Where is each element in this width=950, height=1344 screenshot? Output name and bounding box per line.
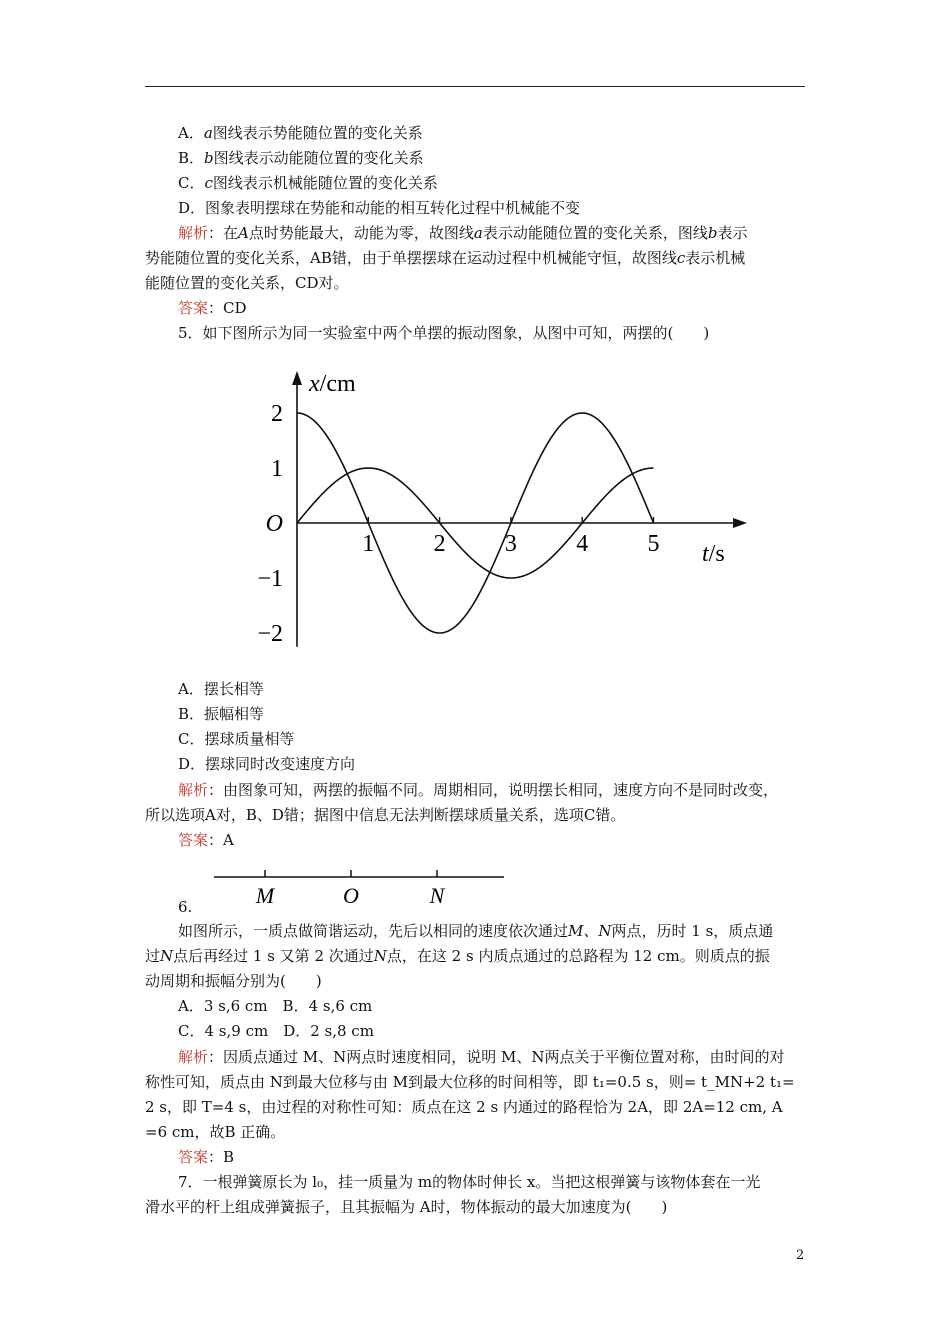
q4-analysis-line3: 能随位置的变化关系，CD对。 [145, 274, 349, 292]
y-axis-label: x/cm [309, 371, 356, 397]
q6-analysis-line2: 称性可知，质点由 N到最大位移与由 M到最大位移的时间相等，即 t₁=0.5 s，则= t_MN+2 t₁= [145, 1073, 795, 1091]
q6-analysis-line1: 解析：因质点通过 M、N两点时速度相同，说明 M、N两点关于平衡位置对称，由时间的对 [178, 1048, 785, 1066]
q4-option-a: A．a图线表示势能随位置的变化关系 [178, 124, 423, 142]
q5-stem: 5．如下图所示为同一实验室中两个单摆的振动图象，从图中可知，两摆的( ) [178, 324, 710, 342]
y-tick-label: 2 [271, 401, 283, 427]
q5-option-c: C．摆球质量相等 [178, 730, 295, 748]
q4-option-c: C．c图线表示机械能随位置的变化关系 [178, 174, 438, 192]
x-tick-label: 5 [647, 531, 660, 557]
q4-answer: 答案：CD [178, 299, 247, 317]
chart-labels [257, 371, 724, 647]
q6-analysis-line4: =6 cm，故B 正确。 [145, 1123, 286, 1141]
point-m-label: M [255, 883, 275, 908]
point-n-label: N [429, 883, 445, 908]
q4-option-b: B．b图线表示动能随位置的变化关系 [178, 149, 424, 167]
q5-analysis-line1: 解析：由图象可知，两摆的振幅不同。周期相同，说明摆长相同，速度方向不是同时改变， [178, 781, 779, 799]
q6-answer: 答案：B [178, 1148, 235, 1166]
q5-option-d: D．摆球同时改变速度方向 [178, 755, 356, 773]
x-tick-label: 2 [433, 531, 446, 557]
q6-number: 6. [178, 898, 193, 916]
q5-answer: 答案：A [178, 831, 234, 849]
x-axis-arrow [733, 518, 747, 528]
point-o-label: O [343, 883, 359, 908]
origin-label: O [265, 511, 283, 537]
q7-stem-line2: 滑水平的杆上组成弹簧振子，且其振幅为 A时，物体振动的最大加速度为( ) [145, 1198, 668, 1216]
header-rule [145, 86, 805, 87]
q4-option-d: D．图象表明摆球在势能和动能的相互转化过程中机械能不变 [178, 199, 581, 217]
q6-options-row2: C．4 s,9 cm D．2 s,8 cm [178, 1022, 374, 1040]
q6-stem-line2: 过N点后再经过 1 s 又第 2 次通过N点，在这 2 s 内质点通过的总路程为 12 cm。则质点的振 [145, 947, 770, 965]
q6-options-row1: A．3 s,6 cm B．4 s,6 cm [178, 997, 373, 1015]
q7-stem-line1: 7．一根弹簧原长为 l₀，挂一质量为 m的物体时伸长 x。当把这根弹簧与该物体套在一光 [178, 1173, 761, 1191]
y-tick-label: −2 [257, 621, 283, 647]
x-tick-label: 3 [504, 531, 517, 557]
chart-axes [292, 371, 747, 647]
q6-analysis-line3: 2 s，即 T=4 s，由过程的对称性可知：质点在这 2 s 内通过的路程恰为 2A，即 2A=12 cm, A [145, 1098, 783, 1116]
q4-analysis-line2: 势能随位置的变化关系，AB错，由于单摆摆球在运动过程中机械能守恒，故图线c表示机械 [145, 249, 746, 267]
y-tick-label: 1 [271, 456, 283, 482]
page-number: 2 [796, 1248, 805, 1263]
y-tick-label: −1 [257, 566, 283, 592]
x-tick-label: 4 [576, 531, 589, 557]
oscillation-chart [255, 365, 755, 670]
q6-stem-line1: 如图所示，一质点做简谐运动，先后以相同的速度依次通过M、N两点，历时 1 s，质点通 [178, 922, 774, 940]
mon-line-figure [210, 860, 510, 908]
q4-analysis-line1: 解析：在A点时势能最大，动能为零，故图线a表示动能随位置的变化关系，图线b表示 [178, 224, 748, 242]
x-tick-label: 1 [362, 531, 375, 557]
x-axis-label: t/s [702, 541, 725, 567]
q5-option-a: A．摆长相等 [178, 680, 264, 698]
q5-analysis-line2: 所以选项A对，B、D错；据图中信息无法判断摆球质量关系，选项C错。 [145, 806, 626, 824]
q5-option-b: B．振幅相等 [178, 705, 265, 723]
q6-stem-line3: 动周期和振幅分别为( ) [145, 972, 322, 990]
y-axis-arrow [292, 371, 302, 385]
